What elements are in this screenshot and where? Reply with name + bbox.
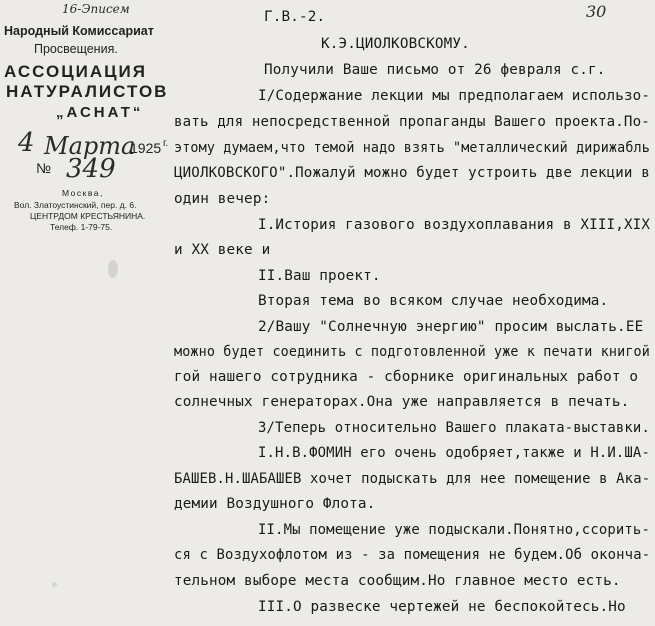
- letter-line: ся с Воздухофлотом из - за помещения не будем.Об оконча-: [174, 547, 651, 563]
- letter-line: можно будет соединить с подготовленной уже к печати книгой: [174, 344, 650, 360]
- stamp-address: Вол. Златоустинский, пер. д. 6.: [14, 200, 137, 210]
- letter-line: I.История газового воздухоплавания в XIII,XIX: [258, 217, 651, 233]
- letter-line: Вторая тема во всяком случае необходима.: [258, 293, 609, 309]
- handwritten-note: 16-Эписем: [62, 2, 130, 16]
- letter-line: БАШЕВ.Н.ШАБАШЕВ хочет подыскать для нее помещение в Ака-: [174, 471, 651, 487]
- letter-line: солнечных генераторах.Она уже направляется в печать.: [174, 394, 630, 410]
- letter-line: II.Мы помещение уже подыскали.Понятно,ссорить-: [258, 522, 650, 538]
- letter-line: I/Содержание лекции мы предполагаем использо-: [258, 88, 651, 104]
- stamp-date-day: 4: [18, 128, 35, 158]
- letter-line: и XX веке и: [174, 242, 271, 258]
- letter-line: III.О развеске чертежей не беспокойтесь.Но: [258, 599, 626, 615]
- stamp-line-asnat: „АСНАТ“: [56, 104, 144, 121]
- stamp-city: Москва,: [62, 188, 104, 198]
- letter-line: I.Н.В.ФОМИН его очень одобряет,также и Н.И.ША-: [258, 445, 650, 461]
- stamp-line-commissariat: Народный Комиссариат: [4, 24, 154, 38]
- stamp-building: ЦЕНТРДОМ КРЕСТЬЯНИНА.: [30, 211, 146, 221]
- letter-line: гой нашего сотрудника - сборнике оригинальных работ о: [174, 369, 639, 385]
- stamp-line-enlightenment: Просвещения.: [34, 42, 118, 56]
- page-number: 30: [586, 2, 607, 21]
- stamp-year-suffix: г.: [163, 138, 169, 149]
- letter-line: ЦИОЛКОВСКОГО".Пожалуй можно будет устроить две лекции в: [174, 165, 650, 181]
- letter-line: II.Ваш проект.: [258, 268, 381, 284]
- stamp-line-association: АССОЦИАЦИЯ: [4, 62, 147, 81]
- letter-line: демии Воздушного Флота.: [174, 496, 376, 512]
- letter-line: вать для непосредственной пропаганды Вашего проекта.По-: [174, 114, 650, 130]
- stamp-date-year: 1925: [130, 140, 162, 156]
- letter-addressee: К.Э.ЦИОЛКОВСКОМУ.: [321, 36, 470, 52]
- stamp-line-naturalists: НАТУРАЛИСТОВ: [6, 82, 169, 101]
- stamp-number-prefix: №: [36, 160, 52, 176]
- letter-header: Г.В.-2.: [264, 9, 326, 25]
- letter-line: один вечер:: [174, 191, 271, 207]
- stamp-date-month: Марта: [44, 132, 136, 160]
- letter-line: этому думаем,что темой надо взять "металлический дирижабль: [174, 140, 650, 156]
- stamp-phone: Телеф. 1-79-75.: [50, 222, 113, 232]
- letter-line: тельном выборе места сообщим.Но главное место есть.: [174, 573, 621, 589]
- letter-line: 2/Вашу "Солнечную энергию" просим выслать.ЕЕ: [258, 319, 644, 335]
- letter-line: Получили Ваше письмо от 26 февраля с.г.: [264, 62, 606, 78]
- letter-line: 3/Теперь относительно Вашего плаката-выставки.: [258, 420, 650, 436]
- paper-stain: [52, 582, 57, 587]
- stamp-number: 349: [66, 154, 116, 184]
- paper-stain: [108, 260, 118, 278]
